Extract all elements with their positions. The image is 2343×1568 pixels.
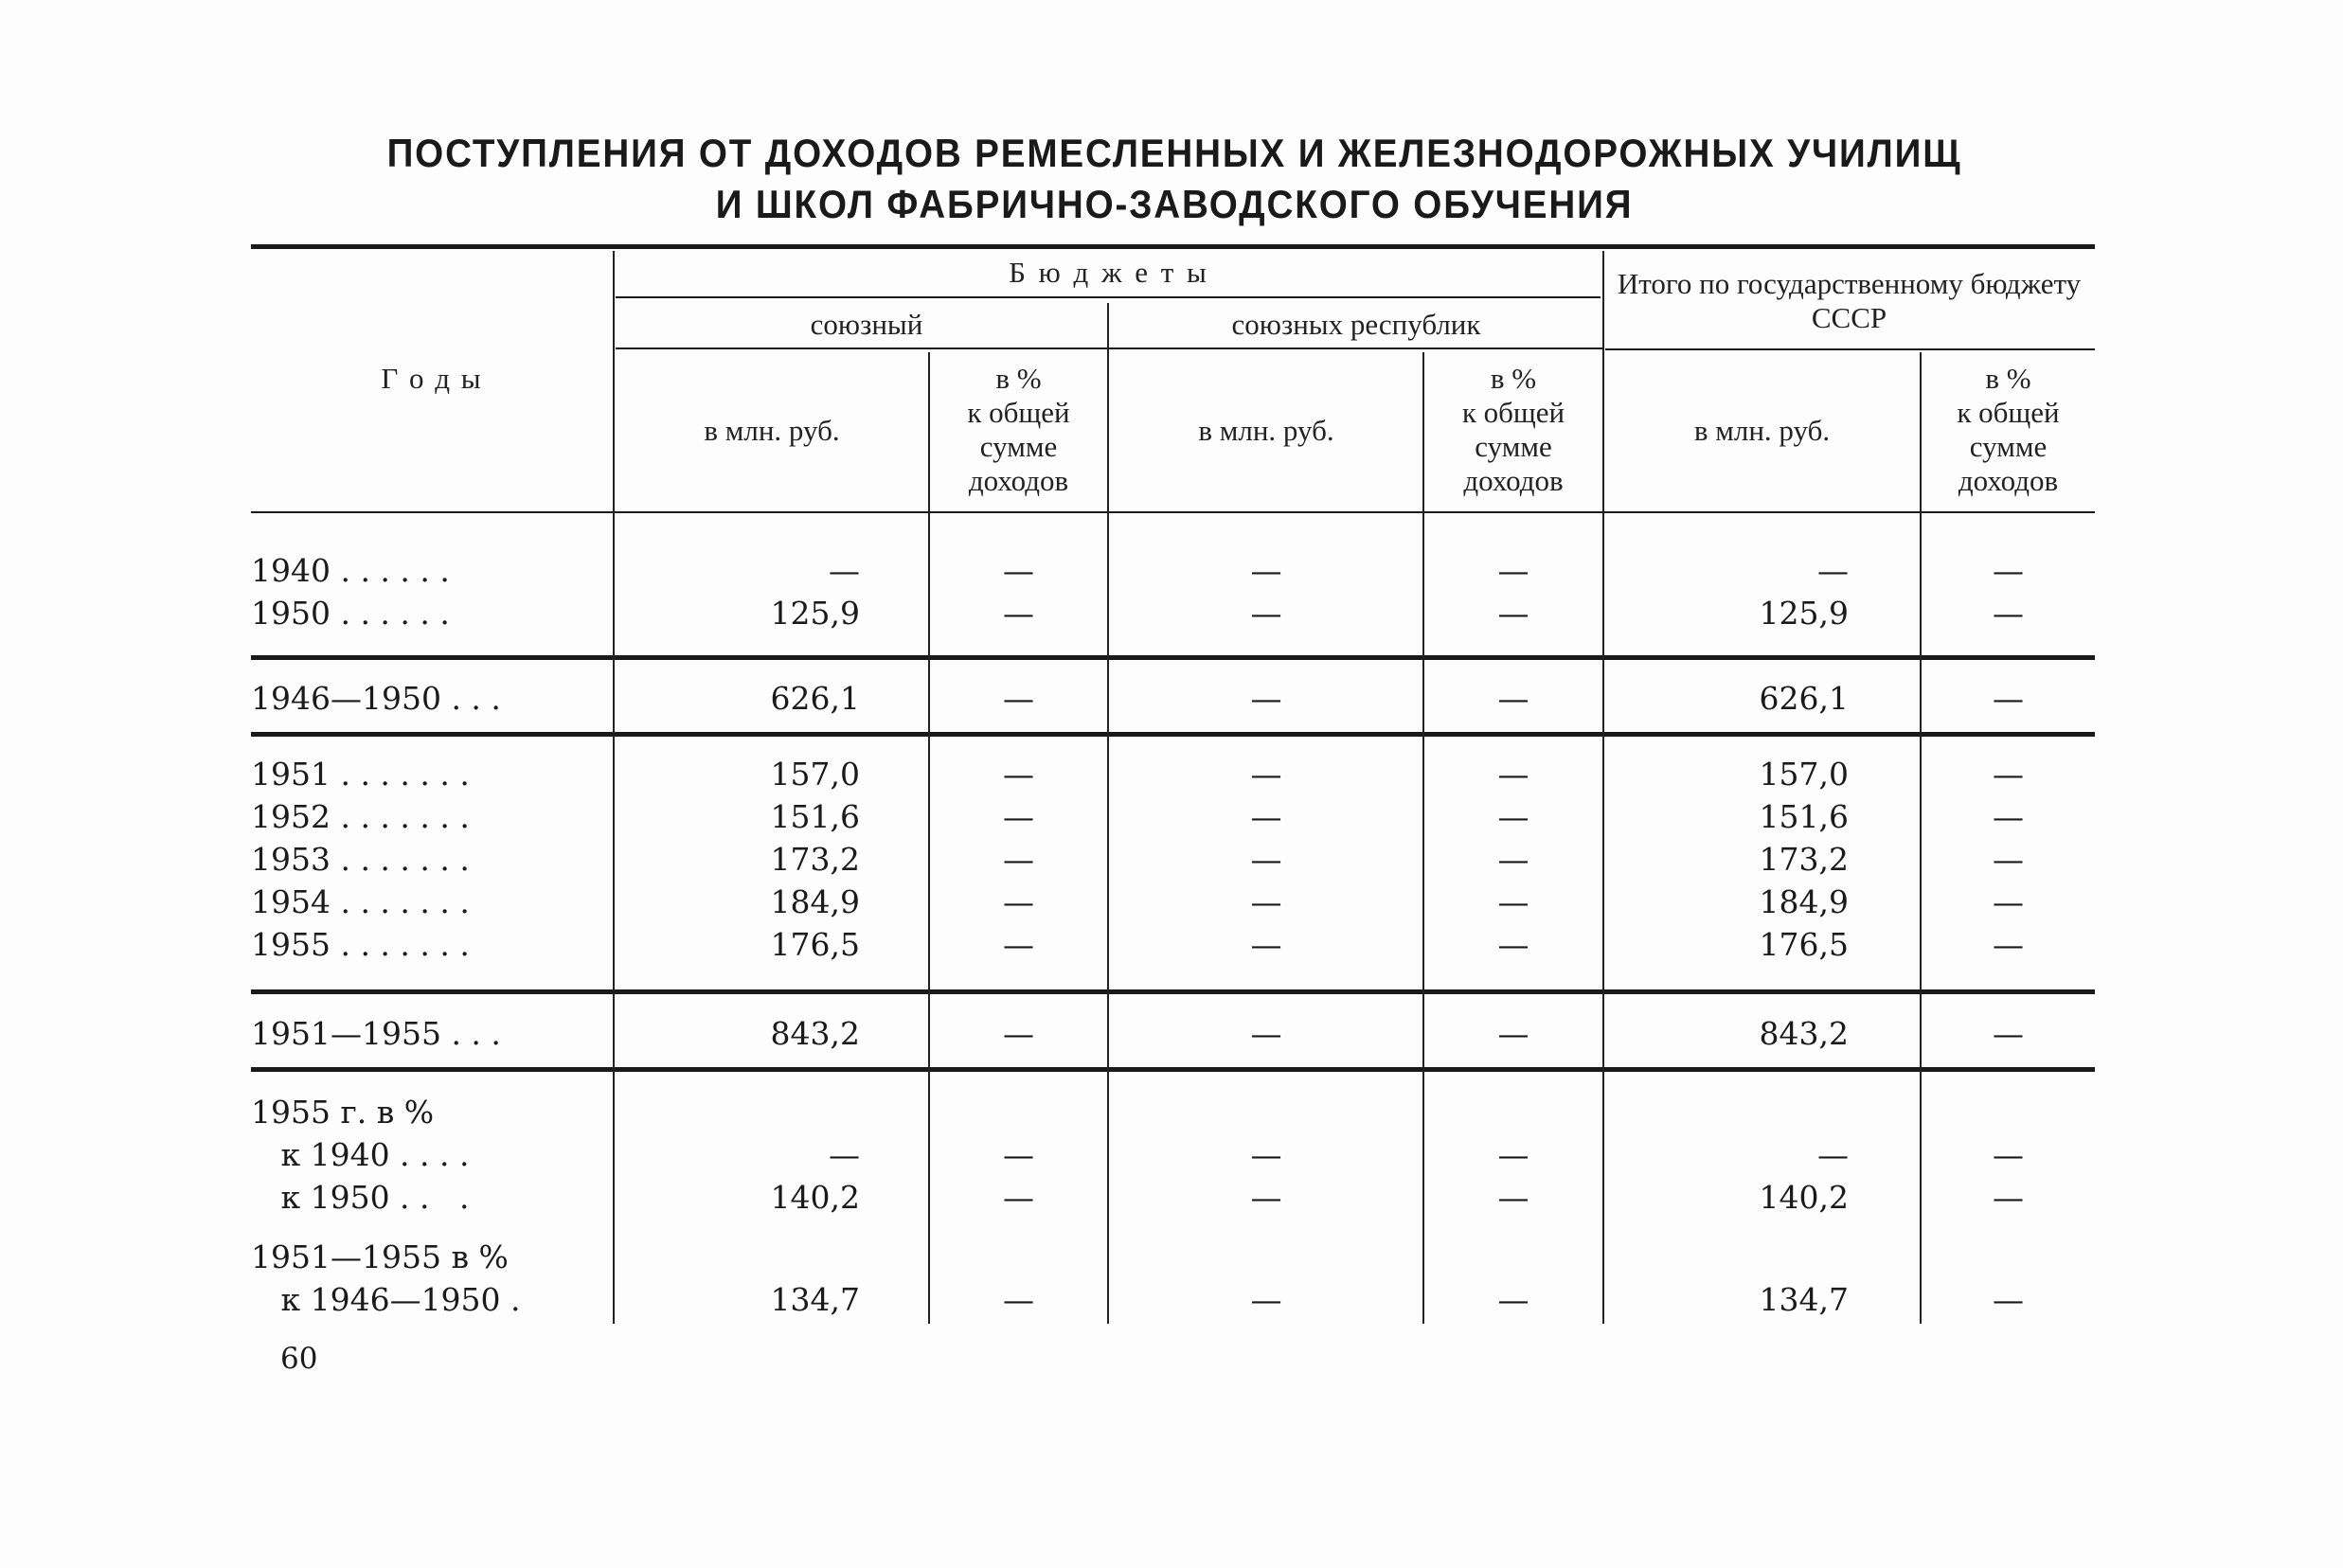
header-total-mln: в млн. руб. [1693,414,1831,447]
pct-line-3: сумме [979,430,1058,463]
col-divider-years [613,251,615,1324]
subbudget-rule [616,347,1603,349]
row-label: 1953 . . . . . . . [251,841,470,878]
table-cell: — [1250,883,1282,920]
row-label: 1946—1950 . . . [251,680,501,717]
table-cell: — [1497,552,1529,589]
table-cell: — [1250,1136,1282,1173]
table-cell: — [1003,798,1034,835]
header-budgets: Б ю д ж е т ы [1009,256,1209,289]
header-union-mln: в млн. руб. [704,414,840,447]
row-label: 1951—1955 в % [251,1238,509,1275]
row-label: 1951—1955 . . . [251,1015,501,1052]
table-cell: — [1250,926,1282,963]
table-cell: 140,2 [770,1179,860,1216]
top-rule [251,244,2095,249]
table-cell: — [1250,841,1282,878]
table-cell: 157,0 [770,756,860,793]
row-label: к 1940 . . . . [251,1136,470,1173]
table-cell: 626,1 [1759,680,1849,717]
table-cell: — [1817,552,1849,589]
table-cell: 184,9 [1759,883,1849,920]
table-cell: — [1993,680,2024,717]
header-total-pct [1922,362,2095,498]
table-cell: — [1993,1015,2024,1052]
total-rule [1605,348,2095,350]
table-cell: — [1497,1281,1529,1318]
table-cell: — [1497,680,1529,717]
table-cell: — [1993,841,2024,878]
header-republics: союзных республик [1231,308,1481,341]
table-cell: — [1003,841,1034,878]
pct-line-4: доходов [1958,464,2059,497]
table-cell: — [1993,756,2024,793]
group-rule-1 [251,655,2095,660]
table-cell: — [1993,1281,2024,1318]
table-cell: — [1003,680,1034,717]
table-title-line-2: И ШКОЛ ФАБРИЧНО-ЗАВОДСКОГО ОБУЧЕНИЯ [715,182,1634,226]
pct-line-1: в % [1985,362,2031,395]
table-cell: — [1497,798,1529,835]
row-label: 1950 . . . . . . [251,595,450,632]
pct-line-1: в % [1490,362,1537,395]
table-cell: — [1003,756,1034,793]
table-cell: — [829,1136,860,1173]
table-cell: — [1497,1136,1529,1173]
table-cell: — [1993,883,2024,920]
table-cell: 134,7 [1759,1281,1849,1318]
table-cell: — [1250,1281,1282,1318]
table-cell: — [1003,595,1034,632]
table-cell: 176,5 [770,926,860,963]
row-label: 1940 . . . . . . [251,552,450,589]
table-cell: 173,2 [770,841,860,878]
table-cell: — [1993,595,2024,632]
table-cell: — [1993,798,2024,835]
table-cell: — [1993,552,2024,589]
table-cell: 176,5 [1759,926,1849,963]
row-label: к 1950 . . . [251,1179,470,1216]
budgets-rule [616,296,1601,298]
table-cell: 134,7 [770,1281,860,1318]
table-cell: 125,9 [1759,595,1849,632]
table-cell: — [829,552,860,589]
table-cell: 626,1 [770,680,860,717]
table-cell: 125,9 [770,595,860,632]
table-cell: 140,2 [1759,1179,1849,1216]
table-cell: — [1497,926,1529,963]
row-label: 1955 г. в % [251,1094,435,1131]
header-republics-pct [1424,362,1602,498]
table-cell: — [1003,1179,1034,1216]
table-cell: — [1250,1015,1282,1052]
table-cell: — [1993,1179,2024,1216]
table-cell: — [1250,680,1282,717]
pct-line-4: доходов [968,464,1069,497]
table-cell: — [1003,926,1034,963]
table-cell: 843,2 [1759,1015,1849,1052]
row-label: 1952 . . . . . . . [251,798,470,835]
header-union-pct [930,362,1107,498]
table-cell: — [1250,1179,1282,1216]
table-cell: 151,6 [1759,798,1849,835]
table-cell: 157,0 [1759,756,1849,793]
page-number: 60 [280,1342,318,1376]
table-cell: — [1003,1136,1034,1173]
table-cell: — [1497,1179,1529,1216]
pct-line-2: к общей [1957,396,2060,429]
pct-line-3: сумме [1969,430,2048,463]
table-cell: — [1250,595,1282,632]
group-rule-3 [251,989,2095,994]
table-cell: — [1497,841,1529,878]
table-cell: — [1003,1281,1034,1318]
table-cell: — [1003,883,1034,920]
table-cell: — [1003,552,1034,589]
header-total: Итого по государственному бюджету СССР [1617,267,2082,334]
table-cell: — [1250,756,1282,793]
pct-line-4: доходов [1463,464,1564,497]
table-cell: — [1817,1136,1849,1173]
group-rule-4 [251,1067,2095,1072]
pct-line-3: сумме [1475,430,1552,463]
header-years: Г о д ы [381,362,483,395]
table-cell: — [1497,1015,1529,1052]
table-cell: — [1250,798,1282,835]
table-cell: — [1993,1136,2024,1173]
header-bottom-rule [251,511,2095,513]
table-cell: — [1003,1015,1034,1052]
table-cell: 843,2 [770,1015,860,1052]
row-label: 1954 . . . . . . . [251,883,470,920]
pct-line-2: к общей [967,396,1070,429]
row-label: к 1946—1950 . [251,1281,521,1318]
pct-line-1: в % [995,362,1042,395]
table-cell: 184,9 [770,883,860,920]
table-cell: — [1497,883,1529,920]
table-cell: 173,2 [1759,841,1849,878]
row-label: 1955 . . . . . . . [251,926,470,963]
header-republics-mln: в млн. руб. [1198,414,1334,447]
table-cell: — [1497,595,1529,632]
table-title-line-1: ПОСТУПЛЕНИЯ ОТ ДОХОДОВ РЕМЕСЛЕННЫХ И ЖЕЛЕЗНОДОРОЖНЫХ УЧИЛИЩ [386,131,1962,175]
col-divider-2 [1107,303,1109,1324]
pct-line-2: к общей [1461,396,1565,429]
header-union: союзный [810,308,923,341]
table-cell: — [1250,552,1282,589]
table-cell: — [1497,756,1529,793]
row-label: 1951 . . . . . . . [251,756,470,793]
table-cell: 151,6 [770,798,860,835]
group-rule-2 [251,732,2095,737]
table-cell: — [1993,926,2024,963]
